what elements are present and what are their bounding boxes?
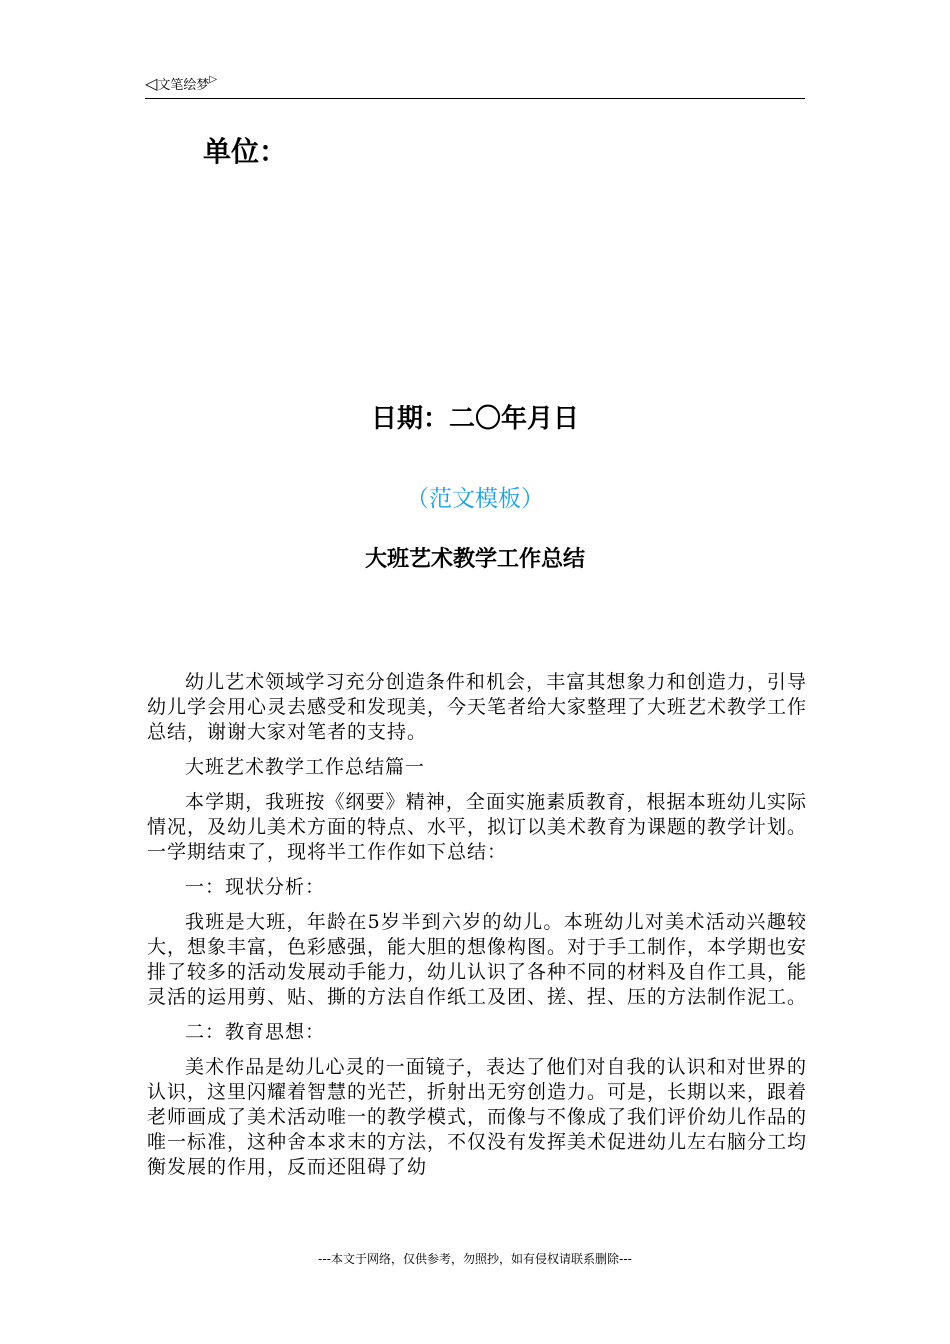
document-body (147, 670, 807, 1190)
left-triangle-icon: ◁ (145, 74, 158, 93)
document-title: 大班艺术教学工作总结 (364, 547, 585, 572)
page-header (145, 74, 805, 99)
paragraph-intro: 幼儿艺术领域学习充分创造条件和机会，丰富其想象力和创造力，引导幼儿学会用心灵去感受和发现美，今天笔者给大家整理了大班艺术教学工作总结，谢谢大家对笔者的支持。 (147, 671, 808, 743)
page-footer: ---本文于网络，仅供参考，勿照抄，如有侵权请联系删除--- (318, 1252, 632, 1266)
paragraph-section-heading: 大班艺术教学工作总结篇一 (185, 756, 426, 778)
template-label: （范文模板） (406, 486, 544, 512)
date-label: 日期：二〇年月日 (370, 404, 579, 434)
paragraph-status: 我班是大班，年龄在5岁半到六岁的幼儿。本班幼儿对美术活动兴趣较大，想象丰富，色彩感强，能大胆的想像构图。对于手工制作，本学期也安排了较多的活动发展动手能力，幼儿认识了各种不同的材料及自作工具，能灵活的运用剪、贴、撕的方法自作纸工及团、搓、捏、压的方法制作泥工。 (147, 911, 808, 1008)
paragraph-plan: 本学期，我班按《纲要》精神，全面实施素质教育，根据本班幼儿实际情况，及幼儿美术方面的特点、水平，拟订以美术教育为课题的教学计划。一学期结束了，现将半工作作如下总结： (147, 791, 808, 863)
right-triangle-icon: ▷ (209, 74, 218, 85)
header-brand: 文笔绘梦 (157, 78, 210, 93)
paragraph-heading-status: 一：现状分析： (185, 876, 326, 898)
paragraph-heading-philosophy: 二：教育思想： (185, 1021, 326, 1043)
paragraph-philosophy: 美术作品是幼儿心灵的一面镜子，表达了他们对自我的认识和对世界的认识，这里闪耀着智慧的光芒，折射出无穷创造力。可是，长期以来，跟着老师画成了美术活动唯一的教学模式，而像与不像成了我们评价幼儿作品的唯一标准，这种舍本求末的方法，不仅没有发挥美术促进幼儿左右脑分工均衡发展的作用，反而还阻碍了幼 (147, 1056, 808, 1178)
unit-label: 单位： (203, 135, 288, 168)
